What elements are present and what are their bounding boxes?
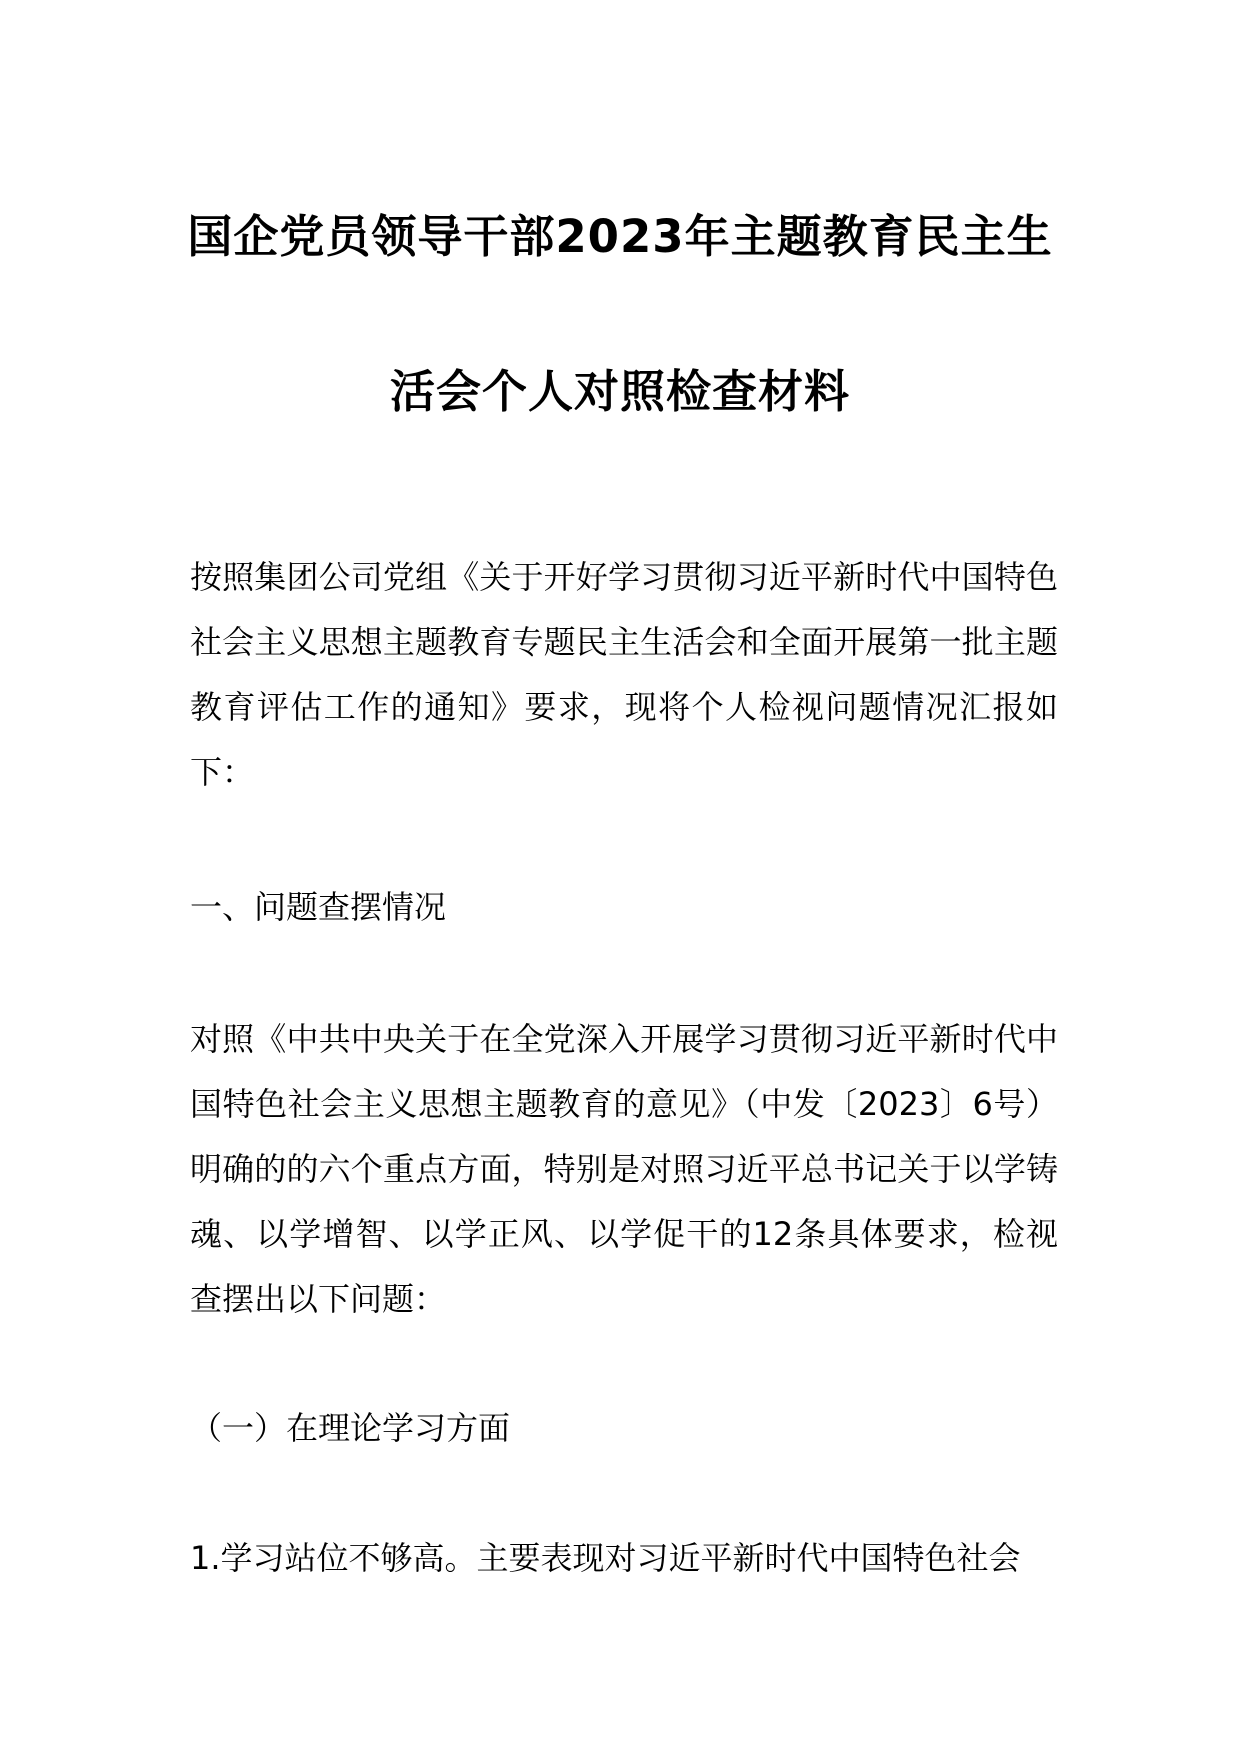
document-title-line-1: 国企党员领导干部2023年主题教育民主生 — [187, 210, 1053, 263]
document-title-line-2: 活会个人对照检查材料 — [389, 365, 850, 418]
subsection-heading-theory: （一）在理论学习方面 — [190, 1409, 511, 1447]
intro-paragraph: 按照集团公司党组《关于开好学习贯彻习近平新时代中国特色社会主义思想主题教育专题民主生活会和全面开展第一批主题教育评估工作的通知》要求，现将个人检视问题情况汇报如下： — [190, 558, 1058, 791]
section-heading-problems: 一、问题查摆情况 — [190, 888, 447, 926]
body-paragraph: 对照《中共中央关于在全党深入开展学习贯彻习近平新时代中国特色社会主义思想主题教育的意见》（中发〔2023〕6号）明确的的六个重点方面，特别是对照习近平总书记关于以学铸魂、以学增智、以学正风、以学促干的12条具体要求，检视查摆出以下问题： — [190, 1020, 1058, 1318]
list-item-1: 1.学习站位不够高。主要表现对习近平新时代中国特色社会 — [190, 1539, 1021, 1577]
